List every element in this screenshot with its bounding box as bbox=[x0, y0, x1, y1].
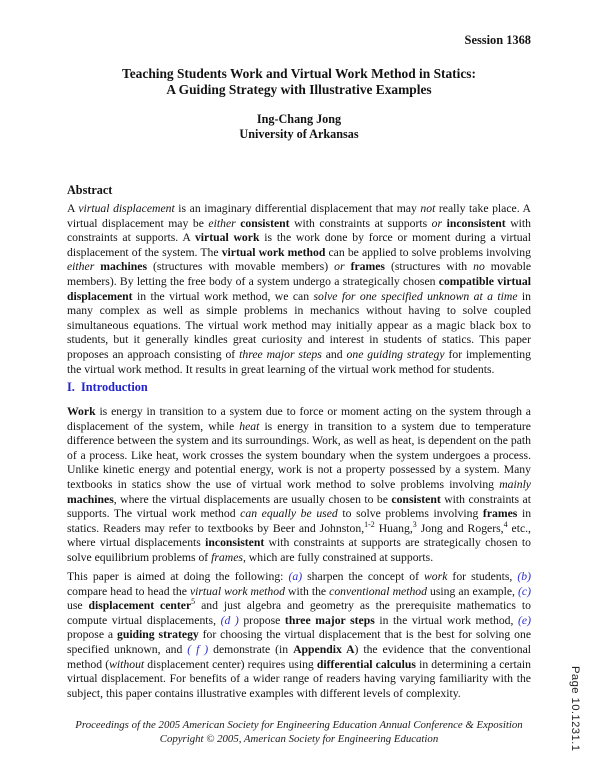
abstract-heading: Abstract bbox=[67, 183, 113, 197]
footer bbox=[67, 719, 531, 746]
intro-paragraph-1: Work is energy in transition to a system due to force or moment acting on the system through a displacement of the system, while heat is energy in transition to a system due to temperature difference between the system and its surroundings. Work, as well as heat, is dependent on the path of a process. Like heat, work crosses the system boundary when the system undergoes a process. Unlike kinetic energy and potential energy, work is not a property possessed by a system. Many textbooks in statics show the use of virtual work method to solve problems involving mainly machines, where the virtual displacements are usually chosen to be consistent with constraints at supports. The virtual work method can equally be used to solve problems involving frames in statics. Readers may refer to textbooks by Beer and Johnston,$^{1-2}$ Huang,$^3$ Jong and Rogers,$^4$ etc., where virtual displacements inconsistent with constraints at supports are strategically chosen to solve equilibrium problems of frames, which are fully constrained at supports. bbox=[67, 405, 532, 564]
page-number-vertical: Page 10.1231.1 bbox=[569, 666, 581, 752]
paper-title-line2: A Guiding Strategy with Illustrative Examples bbox=[166, 82, 432, 98]
author-name: Ing-Chang Jong bbox=[256, 112, 342, 126]
paper-title-line1: Teaching Students Work and Virtual Work Method in Statics: bbox=[122, 66, 476, 81]
author-affiliation: University of Arkansas bbox=[239, 127, 359, 141]
abstract-paragraph: A virtual displacement is an imaginary differential displacement that may not really take place. A virtual displacement may be either consistent with constraints at supports or inconsistent with constraints at supports. A virtual work is the work done by force or moment during a virtual displacement of the system. The virtual work method can be applied to solve problems involving either machines (structures with movable members) or frames (structures with no movable members). By letting the free body of a system undergo a strategically chosen compatible virtual displacement in the virtual work method, we can solve for one specified unknown at a time in many complex as well as simple problems in mechanics without having to solve coupled simultaneous equations. The virtual work method may initially appear as a magic black box to students, but it generally kindles great curiosity and interest in students of statics. This paper proposes an approach consisting of three major steps and one guiding strategy for implementing the virtual work method. It results in great learning of the virtual work method for students. bbox=[67, 202, 532, 376]
session-number: Session 1368 bbox=[464, 33, 531, 47]
introduction-heading: I. Introduction bbox=[67, 380, 148, 394]
author-block bbox=[67, 112, 531, 142]
footer-proceedings: Proceedings of the 2005 American Society for Engineering Education Annual Conference & Exposition bbox=[75, 719, 523, 731]
paper-title bbox=[67, 66, 531, 99]
intro-paragraph-2: This paper is aimed at doing the following: (a) sharpen the concept of work for students, (b) compare head to head the virtual work method with the conventional method using an example, (c) use displacement center$^5$ and just algebra and geometry as the prerequisite mathematics to compute virtual displacements, (d ) propose three major steps in the virtual work method, (e) propose a guiding strategy for choosing the virtual displacement that is the best for solving one specified unknown, and ( f ) demonstrate (in Appendix A) the evidence that the conventional method (without displacement center) requires using differential calculus in determining a certain virtual displacement. For benefits of a wider range of readers having varying familiarity with the subject, this paper contains illustrative examples with different levels of complexity. bbox=[67, 570, 532, 700]
footer-copyright: Copyright © 2005, American Society for Engineering Education bbox=[159, 732, 439, 745]
